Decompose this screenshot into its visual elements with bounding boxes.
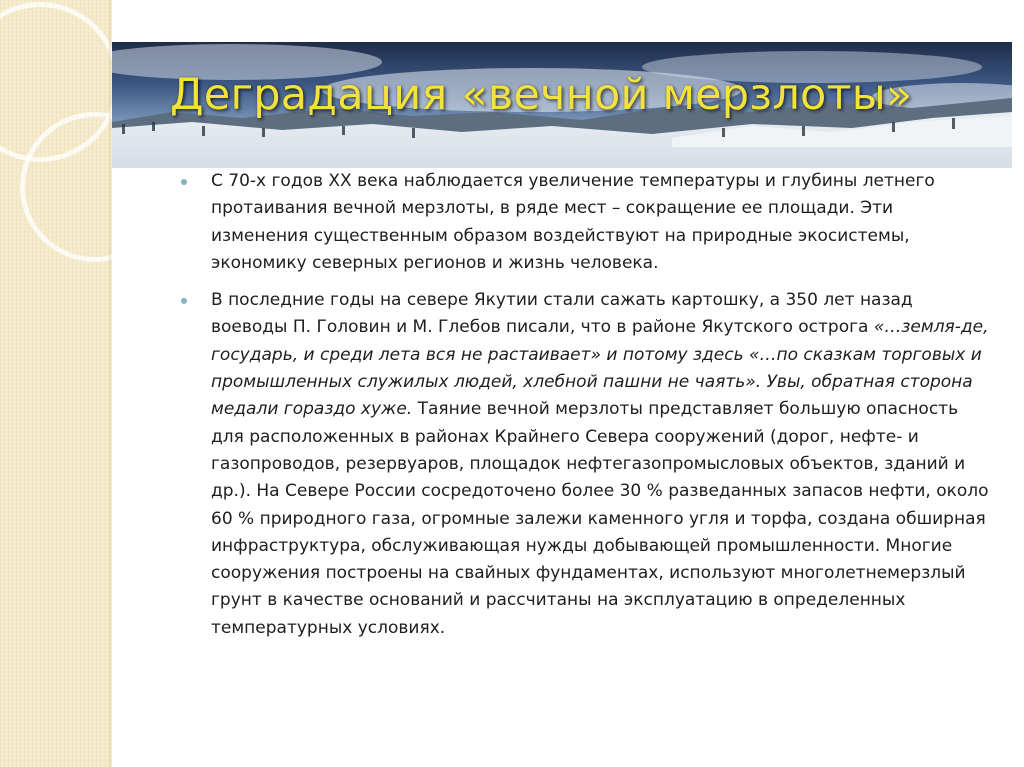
bullet-item: [178, 168, 990, 277]
bullet-text: С 70-х годов XX века наблюдается увеличение температуры и глубины летнего протаивания вечной мерзлоты, в ряде мест – сокращение ее площади. Эти изменения существенным образом воздействуют на природные экосистемы, экономику северных регионов и жизнь человека.: [211, 171, 935, 273]
bullet-item: [178, 287, 990, 642]
bullet-quote: «…земля-де, государь, и среди лета вся не растаивает» и потому здесь «…по сказкам торговых и промышленных служилых людей, хлебной пашни не чаять». Увы, обратная сторона медали гораздо хуже.: [211, 317, 989, 420]
bullet-text-rest: Таяние вечной мерзлоты представляет большую опасность для расположенных в районах Крайнего Севера сооружений (дорог, нефте- и газопроводов, резервуаров, площадок нефтегазопромысловых объектов, зданий и др.). На Севере России сосредоточено более 30 % разведанных запасов нефти, около 60 % природного газа, огромные залежи каменного угля и торфа, создана обширная инфраструктура, обслуживающая нужды добывающей промышленности. Многие сооружения построены на свайных фундаментах, используют многолетнемерзлый грунт в качестве оснований и рассчитаны на эксплуатацию в определенных температурных условиях.: [211, 399, 989, 638]
slide-content: [178, 168, 990, 652]
bullet-text-intro: В последние годы на севере Якутии стали сажать картошку, а 350 лет назад воеводы П. Головин и М. Глебов писали, что в районе Якутского острога: [211, 290, 913, 338]
bullet-dot-icon: [181, 179, 187, 185]
bullet-list: [178, 168, 990, 642]
slide-title: Деградация «вечной мерзлоты»: [170, 70, 913, 120]
decorative-side-band: [0, 0, 112, 767]
bullet-dot-icon: [181, 298, 187, 304]
